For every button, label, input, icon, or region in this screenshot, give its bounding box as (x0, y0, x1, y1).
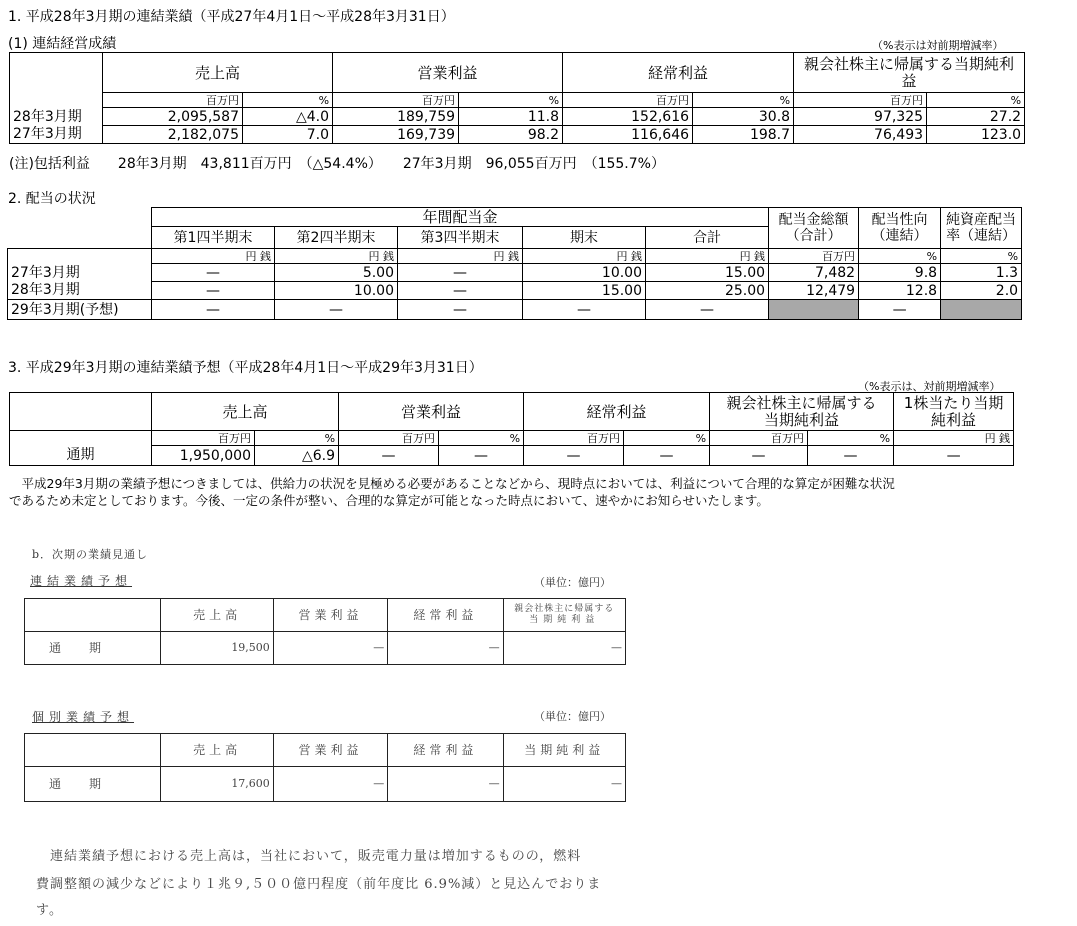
unit-yen: 円 銭 (275, 249, 398, 264)
individual-forecast-table (24, 733, 626, 802)
value-cell: 98.2 (459, 126, 563, 144)
corner-cell (25, 599, 161, 632)
unit-pct: % (624, 431, 710, 446)
value-cell: 152,616 (563, 108, 693, 126)
table-row (25, 767, 626, 802)
value-cell: — (273, 767, 387, 802)
row-label: 27年3月期 (8, 264, 152, 282)
header-eps-line1: 1株当たり当期 (903, 393, 1004, 412)
value-cell: — (524, 446, 624, 466)
value-cell: 9.8 (859, 264, 941, 282)
header-payout-ratio (859, 208, 941, 249)
value-cell: — (275, 300, 398, 320)
unit-yen: 円 銭 (523, 249, 646, 264)
value-cell: 30.8 (693, 108, 794, 126)
value-cell: 10.00 (275, 282, 398, 300)
table-row (8, 282, 1022, 300)
unit-million: 百万円 (339, 431, 439, 446)
value-cell: — (388, 632, 503, 665)
header-total-dividend (769, 208, 859, 249)
value-cell: 2,095,587 (103, 108, 243, 126)
header-operating-income: 営業利益 (339, 393, 524, 431)
unit-pct: % (941, 249, 1022, 264)
header-net-income (503, 599, 625, 632)
value-cell: — (894, 446, 1014, 466)
unit-yen: 円 銭 (398, 249, 523, 264)
sec3-note: （%表示は、対前期増減率） (858, 380, 1001, 393)
value-cell: — (710, 446, 808, 466)
header-operating-income: 営業利益 (273, 734, 387, 767)
value-cell: 189,759 (333, 108, 459, 126)
value-cell: — (646, 300, 769, 320)
header-ordinary-income: 経常利益 (388, 599, 503, 632)
value-cell: — (503, 767, 625, 802)
header-ordinary-income: 経常利益 (388, 734, 503, 767)
unit-yen: 円 銭 (152, 249, 275, 264)
header-sales: 売上高 (161, 734, 273, 767)
row-label: 28年3月期 (8, 282, 152, 300)
unit-million: 百万円 (563, 93, 693, 108)
header-year-end: 期末 (523, 227, 646, 249)
corner-cell (10, 53, 103, 93)
forecast-note-line1: 平成29年3月期の業績予想につきましては、供給力の状況を見極める必要があることなどから、現時点においては、利益について合理的な算定が困難な状況 (9, 476, 895, 491)
value-cell: 12.8 (859, 282, 941, 300)
consolidated-forecast-table (24, 598, 626, 665)
value-cell: 5.00 (275, 264, 398, 282)
header-net-asset-line1: 純資産配当 (946, 212, 1017, 228)
value-cell: — (339, 446, 439, 466)
header-net-income: 親会社株主に帰属する当期純利益 (794, 53, 1025, 93)
value-cell: — (859, 300, 941, 320)
value-cell: — (523, 300, 646, 320)
sec3-title: 3. 平成29年3月期の連結業績予想（平成28年4月1日～平成29年3月31日） (8, 360, 483, 376)
value-cell: — (388, 767, 503, 802)
row-label: 通期 (25, 767, 161, 802)
unit-pct: % (927, 93, 1025, 108)
value-cell: 198.7 (693, 126, 794, 144)
header-net-asset-ratio (941, 208, 1022, 249)
value-cell: — (152, 282, 275, 300)
header-eps (894, 393, 1014, 431)
value-cell: 7,482 (769, 264, 859, 282)
value-cell: 169,739 (333, 126, 459, 144)
value-cell: 116,646 (563, 126, 693, 144)
table-row (10, 446, 1014, 466)
table-row (10, 108, 1025, 126)
table-row (8, 264, 1022, 282)
header-eps-line2: 純利益 (931, 410, 977, 429)
header-operating-income: 営業利益 (333, 53, 563, 93)
label-cell (8, 249, 152, 264)
corner-cell (8, 208, 152, 249)
row-label: 29年3月期(予想) (8, 300, 152, 320)
value-cell: 15.00 (646, 264, 769, 282)
value-cell: 19,500 (161, 632, 273, 665)
outlook-paragraph-line2: 費調整額の減少などにより１兆９,５００億円程度（前年度比 6.9%減）と見込んでおりま (36, 877, 602, 892)
header-ordinary-income: 経常利益 (524, 393, 710, 431)
value-cell: — (808, 446, 894, 466)
comprehensive-income-note: (注)包括利益 28年3月期 43,811百万円 （△54.4%） 27年3月期 96,055百万円 （155.7%） (9, 156, 665, 172)
header-total-dividend-line2: （合計） (785, 228, 842, 244)
value-cell: 27.2 (927, 108, 1025, 126)
header-sales: 売上高 (161, 599, 273, 632)
value-cell: 1,950,000 (152, 446, 255, 466)
header-annual-dividend: 年間配当金 (152, 208, 769, 227)
header-payout-line1: 配当性向 (871, 212, 928, 228)
unit-pct: % (255, 431, 339, 446)
header-ordinary-income: 経常利益 (563, 53, 794, 93)
value-cell: 15.00 (523, 282, 646, 300)
dividends-table (7, 207, 1022, 320)
header-operating-income: 営業利益 (273, 599, 387, 632)
value-cell: — (398, 300, 523, 320)
sec1-note: （%表示は対前期増減率） (872, 39, 1004, 52)
shaded-cell (769, 300, 859, 320)
unit-million: 百万円 (103, 93, 243, 108)
unit-million: 百万円 (769, 249, 859, 264)
sec2-title: 2. 配当の状況 (8, 191, 96, 207)
header-total-dividend-line1: 配当金総額 (778, 212, 849, 228)
value-cell: 17,600 (161, 767, 273, 802)
value-cell: — (398, 264, 523, 282)
unit-pct: % (459, 93, 563, 108)
header-net-income (710, 393, 894, 431)
row-label: 通期 (10, 446, 152, 466)
value-cell: — (152, 300, 275, 320)
unit-million: 百万円 (710, 431, 808, 446)
table-row (8, 300, 1022, 320)
value-cell: 1.3 (941, 264, 1022, 282)
table-row (25, 632, 626, 665)
header-net-income: 当期純利益 (503, 734, 625, 767)
header-net-income-line2: 当期純利益 (529, 615, 600, 625)
sec1-subtitle: (1) 連結経営成績 (8, 36, 117, 52)
header-q3: 第3四半期末 (398, 227, 523, 249)
outlook-heading: b．次期の業績見通し (32, 548, 149, 561)
individual-forecast-title: 個別業績予想 (32, 710, 135, 724)
unit-pct: % (693, 93, 794, 108)
value-cell: △4.0 (243, 108, 333, 126)
unit-million: 百万円 (794, 93, 927, 108)
value-cell: — (503, 632, 625, 665)
outlook-paragraph-line3: す。 (36, 903, 63, 918)
unit-yen: 円 銭 (646, 249, 769, 264)
row-label: 28年3月期 (10, 108, 103, 126)
unit-million: 百万円 (333, 93, 459, 108)
header-payout-line2: （連結） (871, 228, 928, 244)
value-cell: 123.0 (927, 126, 1025, 144)
value-cell: — (273, 632, 387, 665)
value-cell: 2,182,075 (103, 126, 243, 144)
value-cell: 25.00 (646, 282, 769, 300)
shaded-cell (941, 300, 1022, 320)
value-cell: 7.0 (243, 126, 333, 144)
forecast-note-line2: であるため未定としております。今後、一定の条件が整い、合理的な算定が可能となった時点において、速やかにお知らせいたします。 (9, 493, 769, 508)
value-cell: — (398, 282, 523, 300)
value-cell: 97,325 (794, 108, 927, 126)
header-net-income-line2: 当期純利益 (764, 410, 840, 429)
value-cell: — (152, 264, 275, 282)
sec1-title: 1. 平成28年3月期の連結業績（平成27年4月1日～平成28年3月31日） (8, 9, 455, 25)
header-total: 合計 (646, 227, 769, 249)
value-cell: △6.9 (255, 446, 339, 466)
value-cell: 76,493 (794, 126, 927, 144)
header-sales: 売上高 (152, 393, 339, 431)
value-cell: 11.8 (459, 108, 563, 126)
unit-million: 百万円 (524, 431, 624, 446)
header-sales: 売上高 (103, 53, 333, 93)
value-cell: — (624, 446, 710, 466)
label-cell (10, 431, 152, 446)
unit-million: 百万円 (152, 431, 255, 446)
corner-cell (25, 734, 161, 767)
value-cell: 12,479 (769, 282, 859, 300)
table-row (10, 126, 1025, 144)
header-q1: 第1四半期末 (152, 227, 275, 249)
consolidated-results-table (9, 52, 1025, 144)
unit-pct: % (243, 93, 333, 108)
consolidated-forecast-unit: （単位：億円） (534, 576, 611, 589)
corner-cell (10, 393, 152, 431)
forecast-table (9, 392, 1014, 466)
unit-pct: % (859, 249, 941, 264)
unit-pct: % (808, 431, 894, 446)
label-cell (10, 93, 103, 108)
outlook-paragraph-line1: 連結業績予想における売上高は，当社において，販売電力量は増加するものの，燃料 (36, 849, 582, 864)
row-label: 27年3月期 (10, 126, 103, 144)
value-cell: 2.0 (941, 282, 1022, 300)
value-cell: — (439, 446, 524, 466)
value-cell: 10.00 (523, 264, 646, 282)
header-net-asset-line2: 率（連結） (946, 228, 1017, 244)
unit-yen: 円 銭 (894, 431, 1014, 446)
header-net-income-line1: 親会社株主に帰属する (514, 604, 615, 614)
unit-pct: % (439, 431, 524, 446)
consolidated-forecast-title: 連結業績予想 (30, 574, 133, 588)
row-label: 通期 (25, 632, 161, 665)
header-net-income-line1: 親会社株主に帰属する (726, 393, 877, 412)
header-q2: 第2四半期末 (275, 227, 398, 249)
individual-forecast-unit: （単位：億円） (534, 710, 611, 723)
